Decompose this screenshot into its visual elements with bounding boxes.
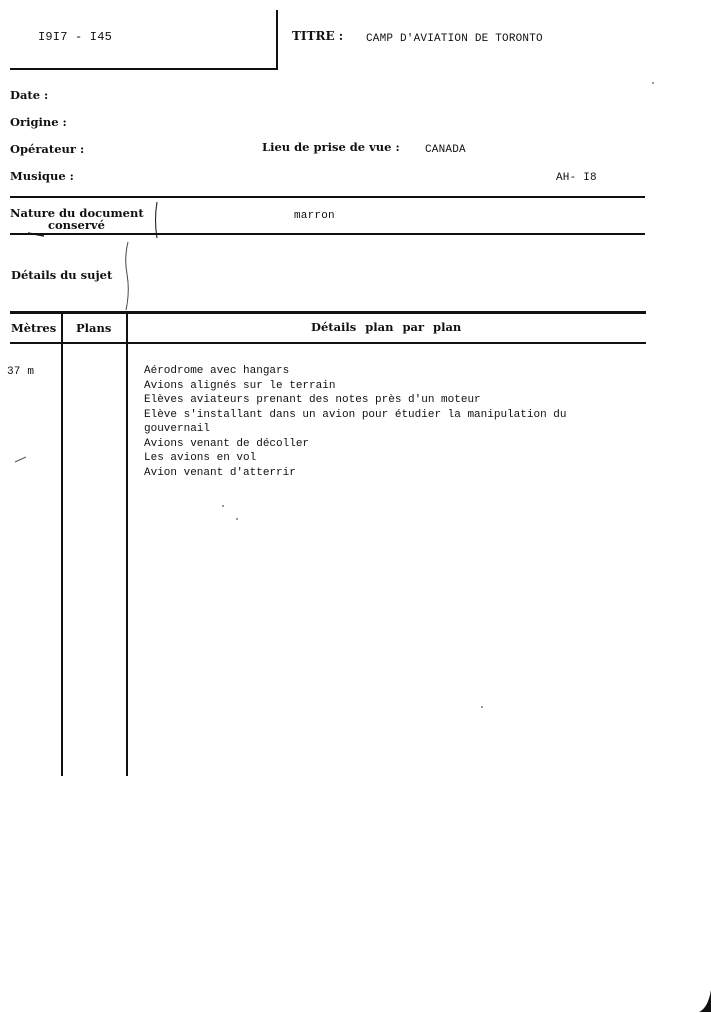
- shot-line: Les avions en vol: [144, 452, 257, 464]
- rule-after-nature: [10, 233, 645, 235]
- col-divider-plans-details: [126, 313, 128, 776]
- pen-mark: [14, 456, 28, 464]
- shot-list: [144, 364, 566, 480]
- title-value: CAMP D'AVIATION DE TORONTO: [366, 33, 543, 45]
- origine-label: Origine :: [10, 115, 67, 129]
- rule-after-fields: [10, 196, 645, 198]
- shot-line: Avions venant de décoller: [144, 437, 310, 450]
- shot-line: Avion venant d'atterrir: [144, 466, 296, 479]
- scan-speck: [222, 505, 224, 507]
- operateur-label: Opérateur :: [10, 142, 85, 156]
- nature-value: marron: [294, 210, 335, 222]
- col-divider-metres-plans: [61, 313, 63, 776]
- shot-line: gouvernail: [144, 423, 211, 435]
- col-header-metres: Mètres: [11, 321, 57, 335]
- header-vertical-divider: [276, 10, 278, 70]
- scan-speck: [236, 518, 238, 520]
- table-top-rule: [10, 311, 646, 314]
- page-corner-shadow: [699, 990, 711, 1012]
- musique-label: Musique :: [10, 169, 74, 183]
- metres-value: 37 m: [7, 366, 35, 378]
- bracket-mark: [151, 200, 167, 242]
- date-label: Date :: [10, 88, 49, 102]
- shot-line: Avions alignés sur le terrain: [144, 379, 336, 392]
- details-sujet-label: Détails du sujet: [11, 268, 113, 282]
- title-label: TITRE :: [292, 29, 344, 43]
- shot-line: Elève s'installant dans un avion pour étudier la manipulation du: [144, 408, 567, 421]
- scan-speck: [652, 82, 654, 84]
- nature-label-line1: Nature du document: [10, 206, 144, 220]
- header-bottom-rule: [10, 68, 277, 70]
- table-header-rule: [10, 342, 646, 344]
- shot-line: Elèves aviateurs prenant des notes près d'un moteur: [144, 394, 481, 406]
- col-header-plans: Plans: [76, 321, 112, 335]
- col-header-details: Détails plan par plan: [311, 320, 462, 334]
- shot-line: Aérodrome avec hangars: [144, 365, 290, 377]
- archive-code: AH- I8: [556, 172, 597, 184]
- bracket-mark: [122, 240, 136, 312]
- lieu-label: Lieu de prise de vue :: [262, 140, 400, 154]
- nature-label-line2: conservé: [48, 218, 105, 232]
- reference-number: I9I7 - I45: [38, 30, 113, 44]
- lieu-value: CANADA: [425, 144, 466, 156]
- scan-speck: [481, 706, 483, 708]
